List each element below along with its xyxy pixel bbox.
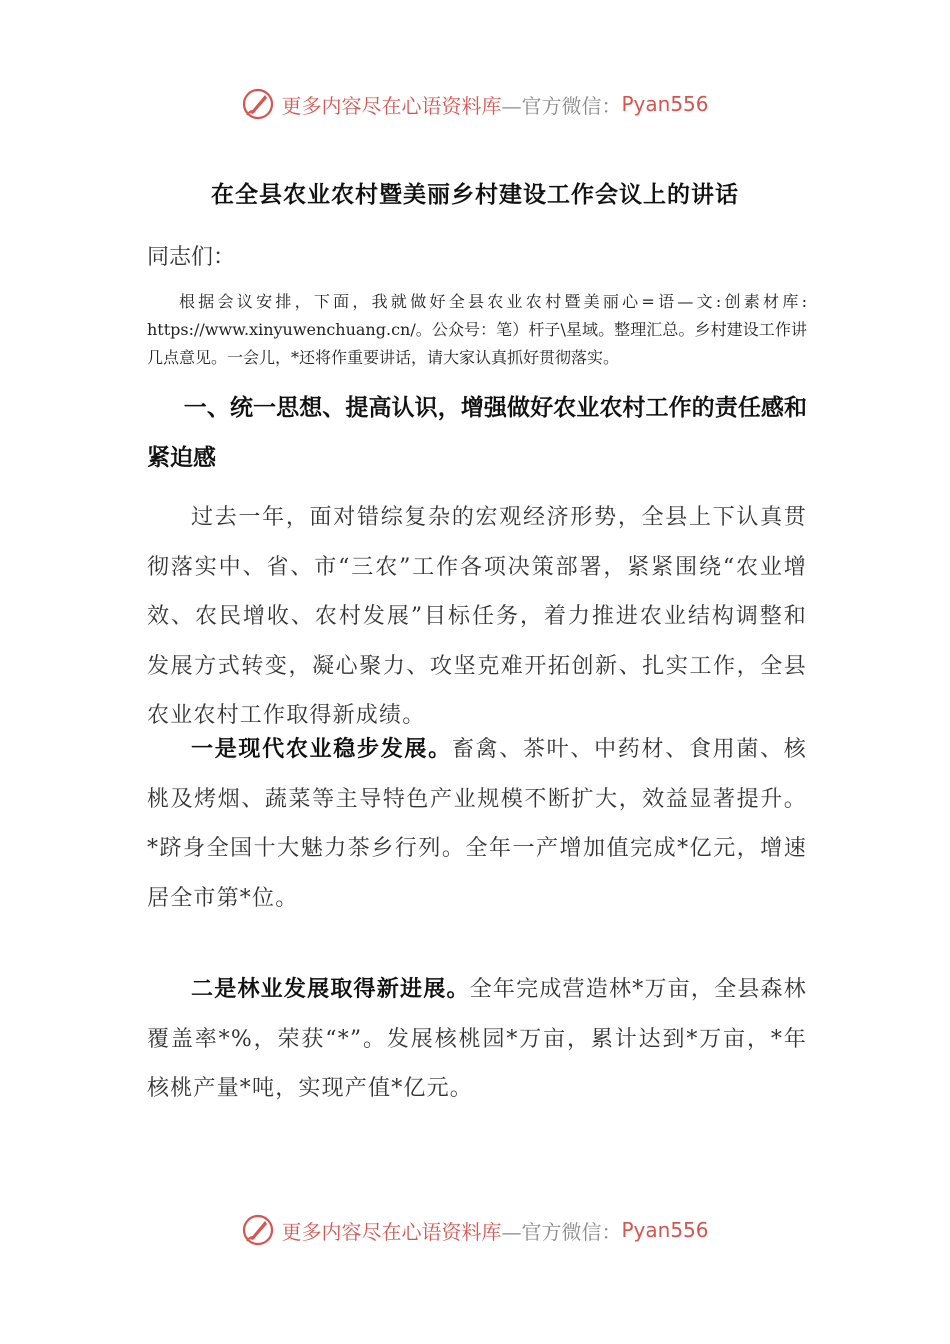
footer-watermark	[0, 1210, 950, 1250]
salutation: 同志们：	[147, 245, 236, 270]
paragraph-lead-agriculture: 一是现代农业稳步发展。	[191, 736, 452, 762]
watermark-sub-text: —官方微信：	[501, 1219, 622, 1244]
watermark-main-text: 更多内容尽在心语资料库	[281, 93, 502, 118]
watermark-wechat-id: Pyan556	[621, 92, 709, 116]
quill-pen-logo-icon	[241, 1213, 275, 1247]
intro-paragraph: 根据会议安排，下面，我就做好全县农业农村暨美丽心=语—文:创素材库: https://www.xinyuwenchuang.cn/。公众号：笔）杆子\星域。整理汇总。乡村建设工作讲几点意见。一会儿，*还将作重要讲话，请大家认真抓好贯彻落实。	[147, 292, 807, 367]
quill-pen-logo-icon	[241, 87, 275, 121]
paragraph-modern-agriculture	[147, 725, 807, 923]
paragraph-body-forestry: 全年完成营造林*万亩，全县森林覆盖率*%，荣获“*”。发展核桃园*万亩，累计达到*万亩，*年核桃产量*吨，实现产值*亿元。	[147, 977, 807, 1101]
header-watermark	[0, 84, 950, 124]
paragraph-body-agriculture: 畜禽、茶叶、中药材、食用菌、核桃及烤烟、蔬菜等主导特色产业规模不断扩大，效益显著提升。*跻身全国十大魅力茶乡行列。全年一产增加值完成*亿元，增速居全市第*位。	[147, 737, 807, 911]
section-heading-1: 一、统一思想、提高认识，增强做好农业农村工作的责任感和紧迫感	[147, 394, 807, 471]
paragraph-lead-forestry: 二是林业发展取得新进展。	[191, 976, 470, 1002]
watermark-main-text: 更多内容尽在心语资料库	[281, 1219, 502, 1244]
paragraph-forestry	[147, 965, 807, 1114]
document-title: 在全县农业农村暨美丽乡村建设工作会议上的讲话	[211, 181, 739, 208]
watermark-wechat-id: Pyan556	[621, 1218, 709, 1242]
paragraph-overview: 过去一年，面对错综复杂的宏观经济形势，全县上下认真贯彻落实中、省、市“三农”工作各项决策部署，紧紧围绕“农业增效、农民增收、农村发展”目标任务，着力推进农业结构调整和发展方式转变，凝心聚力、攻坚克难开拓创新、扎实工作，全县农业农村工作取得新成绩。	[147, 505, 807, 728]
watermark-sub-text: —官方微信：	[501, 93, 622, 118]
